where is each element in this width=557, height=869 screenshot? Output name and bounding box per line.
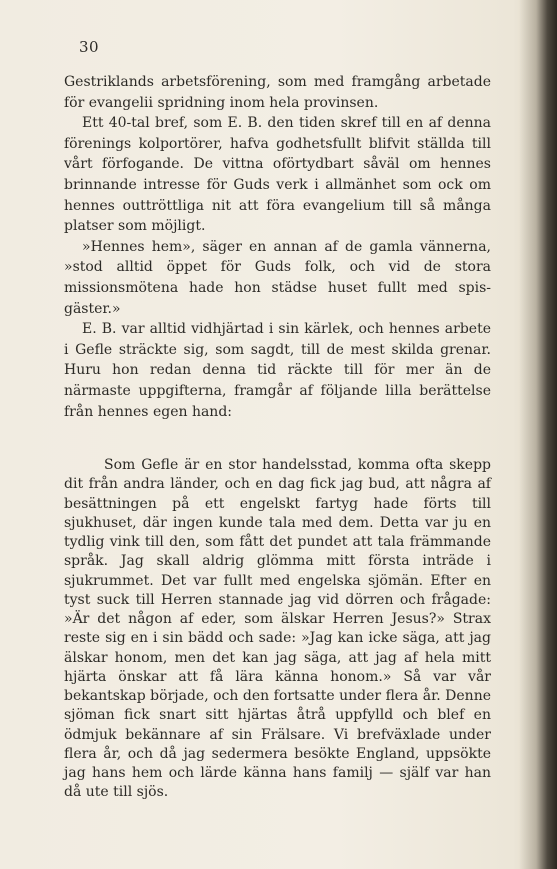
quoted-story [64, 456, 491, 803]
paragraph: E. B. var alltid vidhjärtad i sin kärlek, och hennes arbete i Gefle sträckte sig, som sagdt, till de mest skilda grenar. Huru hon redan denna tid räckte till för mer än de närmaste uppgifterna, framgår af följande lilla berättelse från hennes egen hand: [64, 321, 491, 420]
page-spine-shadow [519, 0, 557, 869]
paragraph: Gestriklands arbetsförening, som med framgång arbetade för evangelii spridning inom hela provinsen. [64, 74, 491, 111]
paragraph: Ett 40-tal bref, som E. B. den tiden skref till en af denna förenings kolportörer, hafva godhetsfullt blifvit ställda till vårt förfogande. De vittna oförtydbart såväl om hennes brinnande intresse för Guds verk i allmänhet som ock om hennes outtröttliga nit att föra evangelium till så många platser som möjligt. [64, 115, 491, 235]
quote-paragraph: Som Gefle är en stor handelsstad, komma ofta skepp dit från andra länder, och en dag fick jag bud, att några af besättningen på ett engelskt fartyg hade förts till sjukhuset, där ingen kunde tala med dem. Detta var ju en tydlig vink till den, som fått det pundet att tala främmande språk. Jag skall aldrig glömma mitt första inträde i sjukrummet. Det var fullt med engelska sjömän. Efter en tyst suck till Herren stannade jag vid dörren och frågade: »Är det någon af eder, som älskar Herren Jesus?» Strax reste sig en i sin bädd och sade: »Jag kan icke säga, att jag älskar honom, men det kan jag säga, att jag af hela mitt hjärta önskar att få lära känna honom.» Så var vår bekantskap började, och den fortsatte under flera år. Denne sjöman fick snart sitt hjärtas åtrå uppfylld och blef en ödmjuk bekännare af sin Frälsare. Vi brefväxlade under flera år, och då jag sedermera besökte England, uppsökte jag hans hem och lärde känna hans familj — själf var han då ute till sjös. [64, 457, 491, 801]
paragraph: »Hennes hem», säger en annan af de gamla vännerna, »stod alltid öppet för Guds folk, och vid de stora missionsmötena hade hon städse huset fullt med spisgäster.» [64, 238, 491, 317]
main-text [64, 72, 491, 422]
page-number: 30 [79, 38, 100, 56]
